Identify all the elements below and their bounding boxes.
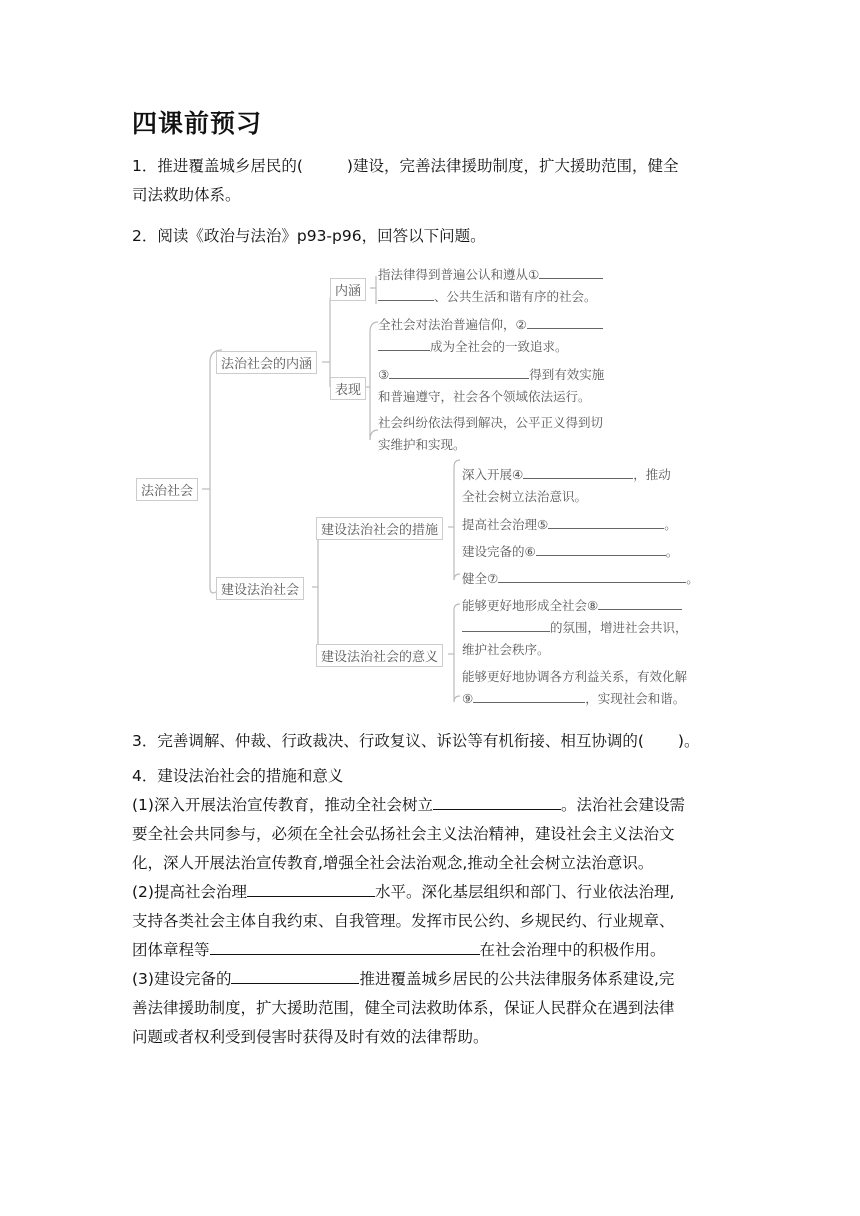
mind-map (130, 262, 730, 722)
mindmap-leaf-measure-4: 健全⑦ 。 (462, 568, 699, 590)
mindmap-sub-connotation: 内涵 (330, 278, 366, 301)
q4-2b-blank[interactable] (210, 937, 480, 955)
q3-text-a: 3．完善调解、仲裁、行政裁决、行政复议、诉讼等有机衔接、相互协调的( (132, 732, 644, 750)
q1-text-line2: 司法救助体系。 (132, 186, 241, 204)
mindmap-leaf-significance-2: 能够更好地协调各方利益关系，有效化解 ⑨ ，实现社会和谐。 (462, 669, 688, 706)
mindmap-leaf-significance-1: 能够更好地形成全社会⑧ 的氛围，增进社会共识， 维护社会秩序。 (462, 595, 688, 661)
mindmap-sub-measures: 建设法治社会的措施 (316, 517, 443, 540)
mindmap-sub-manifestation: 表现 (330, 377, 366, 400)
q4-title: 4．建设法治社会的措施和意义 (132, 767, 344, 785)
mindmap-leaf-manifestation-3: 社会纠纷依法得到解决，公平正义得到切 实维护和实现。 (378, 415, 604, 452)
question-2: 2．阅读《政治与法治》p93-p96，回答以下问题。 (132, 227, 486, 245)
q1-text-b: )建设，完善法律援助制度，扩大援助范围，健全 (346, 157, 679, 175)
question-3 (132, 727, 730, 756)
mindmap-branch-connotation: 法治社会的内涵 (216, 351, 317, 374)
section-heading: 四课前预习 (132, 109, 263, 138)
mindmap-leaf-manifestation-1: 全社会对法治普遍信仰，② 成为全社会的一致追求。 (378, 314, 603, 358)
q4-3-blank[interactable] (231, 966, 359, 984)
mindmap-leaf-manifestation-2: ③ 得到有效实施 和普遍遵守，社会各个领域依法运行。 (378, 364, 604, 408)
question-1 (132, 152, 730, 210)
mindmap-leaf-measure-2: 提高社会治理⑤ 。 (462, 514, 677, 536)
mindmap-leaf-measure-3: 建设完备的⑥ 。 (462, 541, 678, 563)
mindmap-leaf-measure-1: 深入开展④ ，推动 全社会树立法治意识。 (462, 464, 671, 508)
mindmap-leaf-connotation: 指法律得到普遍公认和遵从① 、公共生活和谐有序的社会。 (378, 264, 603, 308)
question-4: 4．建设法治社会的措施和意义 (1)深入开展法治宣传教育，推动全社会树立 。法治社会建设需 要全社会共同参与，必须在全社会弘扬社会主义法治精神，建设社会主义法治文 化，深人开展法治宣传教育,增强全社会法治观念,推动全社会树立法治意识。 (2)提高社会治理 水平。深化基层组织和部门、行业依法治理, 支持各类社会主体自我约束、自我管理。发挥市民公约、乡规民约、行业规章、 团体章程等 在社会治理中的积极作用。 (3)建设完备的 推进覆盖城乡居民的公共法律服务体系建设,完 善法律援助制度，扩大援助范围，健全司法救助体系，保证人民群众在遇到法律 问题或者权利受到侵害时获得及时有效的法律帮助。 (132, 762, 730, 1052)
mindmap-sub-significance: 建设法治社会的意义 (316, 644, 443, 667)
q3-text-b: )。 (677, 732, 700, 750)
q4-2-blank[interactable] (247, 879, 375, 897)
q4-1-blank[interactable] (433, 792, 561, 810)
mindmap-root: 法治社会 (136, 478, 198, 501)
mindmap-branch-build: 建设法治社会 (216, 577, 304, 600)
q1-text-a: 1．推进覆盖城乡居民的( (132, 157, 303, 175)
